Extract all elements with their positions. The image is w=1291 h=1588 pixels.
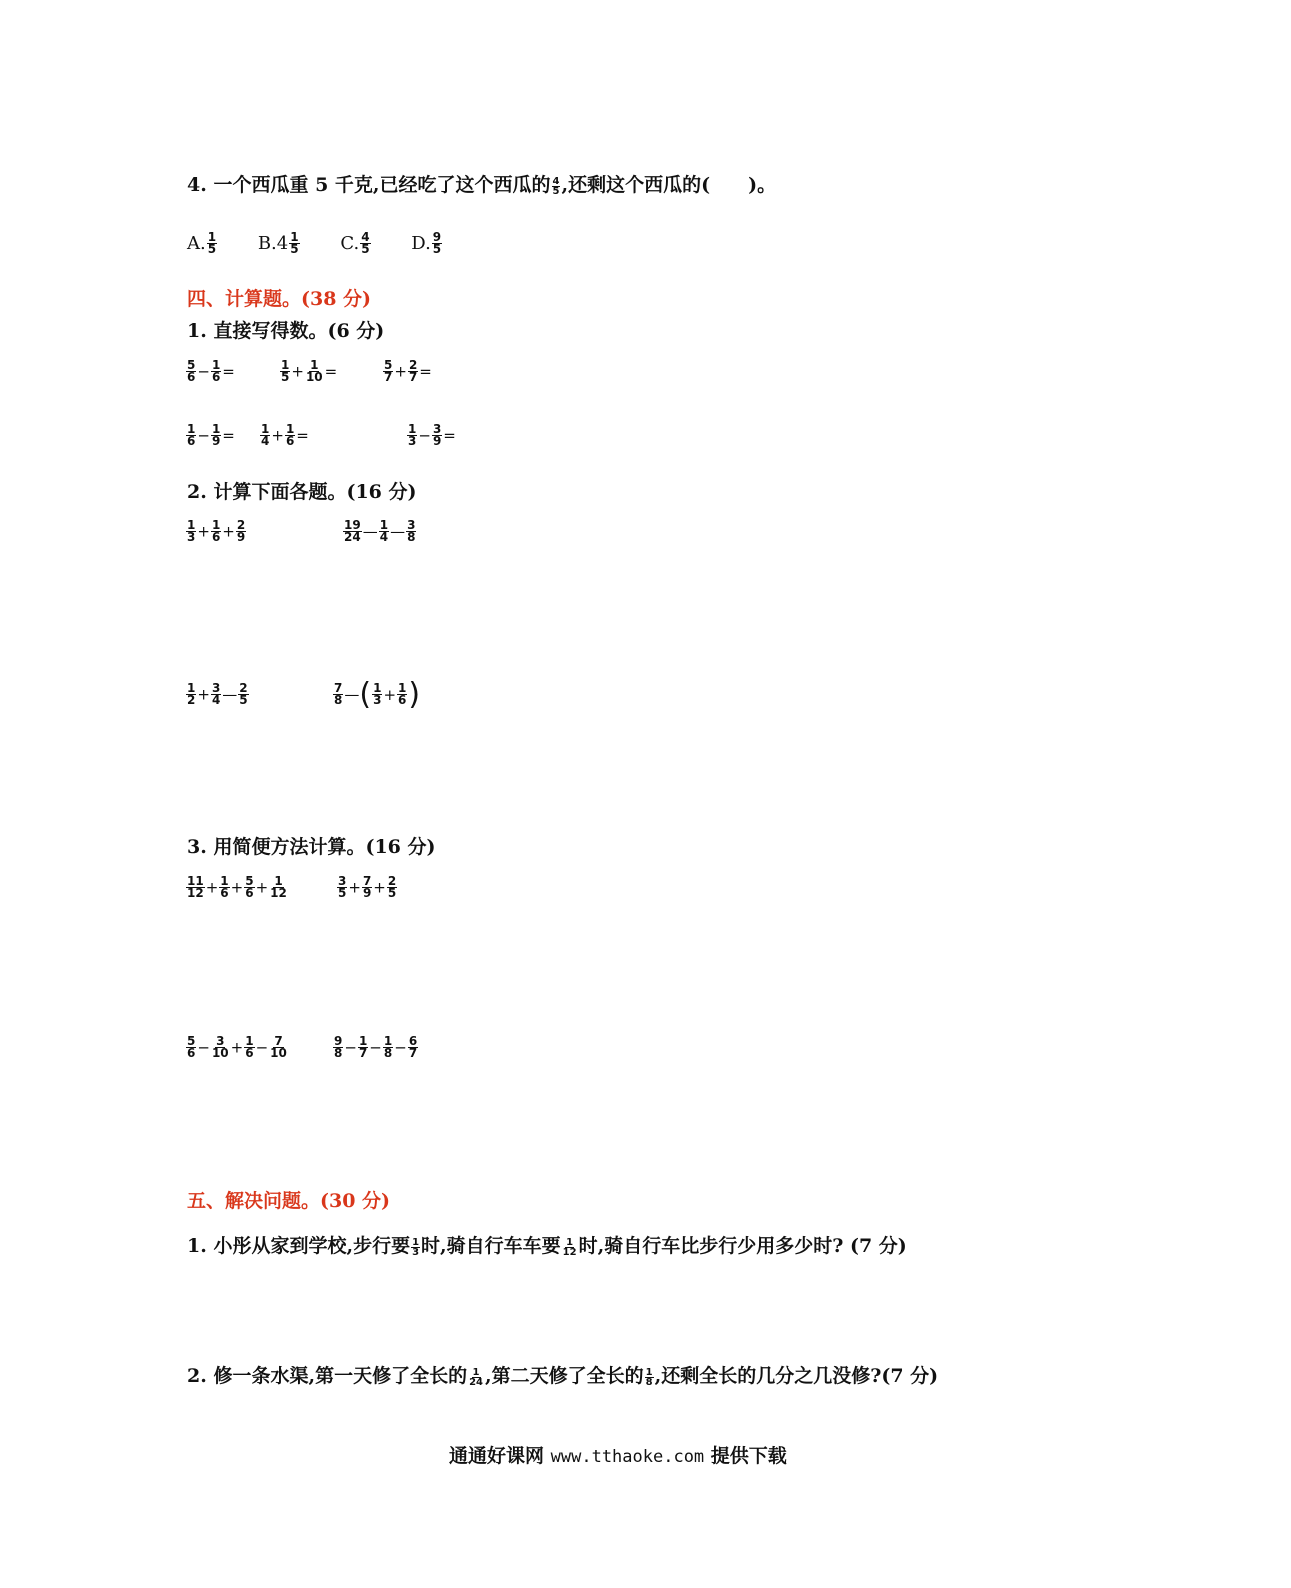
operator: + — [222, 522, 235, 541]
footer-url[interactable]: www.tthaoke.com — [550, 1447, 705, 1467]
fraction: $\frac{5}{6}$ — [187, 1034, 196, 1060]
option-c[interactable]: C. $\frac{4}{5}$ — [340, 230, 370, 256]
problem-2: 2. 修一条水渠,第一天修了全长的 $\frac{1}{24}$ ,第二天修了全长的 $\frac{1}{8}$ ,还剩全长的几分之几没修?(7 分) — [187, 1365, 939, 1388]
p2-e1 — [185, 520, 247, 543]
option-d[interactable]: D. $\frac{9}{5}$ — [411, 230, 442, 256]
operator: — — [222, 685, 238, 704]
fraction: $\frac{5}{6}$ — [245, 874, 254, 900]
p3-e4 — [332, 1036, 419, 1059]
fraction: $\frac{11}{12}$ — [187, 874, 204, 900]
operator: + — [197, 522, 210, 541]
operator: + — [383, 685, 397, 704]
operator: − — [197, 426, 210, 445]
p2-e3 — [185, 683, 250, 706]
fraction: $\frac{2}{5}$ — [387, 874, 397, 900]
section4-title: 四、计算题。(38 分) — [187, 288, 372, 310]
p1-r1-e3: $\frac{5}{7}$ + $\frac{2}{7}$ = — [384, 358, 432, 384]
fraction: $\frac{3}{9}$ — [432, 422, 442, 448]
operator: + — [348, 878, 361, 897]
p1-r1-e1: $\frac{5}{6}$ − $\frac{1}{6}$ = — [187, 358, 235, 384]
operator: − — [197, 1038, 210, 1057]
operator: − — [369, 1038, 382, 1057]
operator: − — [344, 1038, 357, 1057]
fraction: $\frac{1}{4}$ — [379, 518, 389, 544]
fraction: $\frac{1}{3}$ — [408, 422, 417, 448]
fraction: $\frac{2}{5}$ — [239, 681, 248, 707]
part2-title: 2. 计算下面各题。(16 分) — [187, 481, 417, 503]
fraction: $\frac{9}{8}$ — [334, 1034, 343, 1060]
fraction: $\frac{1}{6}$ — [245, 1034, 254, 1060]
fraction: $\frac{1}{6}$ — [398, 681, 407, 707]
fraction: $\frac{1}{3}$ — [373, 681, 382, 707]
operator: + — [255, 878, 269, 897]
fraction: $\frac{1}{3}$ — [187, 518, 196, 544]
fraction: $\frac{1}{9}$ — [211, 422, 221, 448]
operator: — — [390, 522, 406, 541]
p3-e2 — [336, 876, 398, 899]
q4-prefix: 4. 一个西瓜重 5 千克,已经吃了这个西瓜的 — [187, 174, 551, 196]
p3-e1 — [185, 876, 289, 899]
operator: — — [362, 522, 378, 541]
fraction: $\frac{1}{8}$ — [383, 1034, 393, 1060]
section5-title: 五、解决问题。(30 分) — [187, 1190, 391, 1212]
footer-download: 提供下载 — [710, 1445, 787, 1467]
part1-title: 1. 直接写得数。(6 分) — [187, 320, 385, 342]
operator: − — [418, 426, 431, 445]
operator: + — [230, 1038, 244, 1057]
fraction: $\frac{5}{7}$ — [384, 358, 393, 384]
operator: + — [291, 362, 304, 381]
p1-r2-e1: $\frac{1}{6}$ − $\frac{1}{9}$ = — [187, 422, 235, 448]
p2-e2 — [342, 520, 417, 543]
option-b[interactable]: B.4 $\frac{1}{5}$ — [257, 230, 299, 256]
fraction: $\frac{1}{10}$ — [305, 358, 323, 384]
fraction: $\frac{7}{10}$ — [270, 1034, 287, 1060]
fraction: $\frac{7}{9}$ — [362, 874, 372, 900]
p1-r2-e2: $\frac{1}{4}$ + $\frac{1}{6}$ = — [261, 422, 309, 448]
p2-e4-inner — [371, 681, 408, 707]
fraction: $\frac{1}{7}$ — [358, 1034, 368, 1060]
fraction: $\frac{1}{6}$ — [220, 874, 229, 900]
operator: − — [394, 1038, 407, 1057]
operator: + — [394, 362, 407, 381]
p2-e4-first: $\frac{7}{8}$ — [334, 681, 343, 707]
fraction: $\frac{3}{8}$ — [407, 518, 416, 544]
fraction: $\frac{2}{9}$ — [236, 518, 246, 544]
fraction: $\frac{3}{4}$ — [211, 681, 221, 707]
p1-r1-e2: $\frac{1}{5}$ + $\frac{1}{10}$ = — [281, 358, 338, 384]
q4-line — [187, 170, 776, 197]
operator: + — [373, 878, 386, 897]
problem-1: 1. 小彤从家到学校,步行要 $\frac{1}{3}$ 时,骑自行车车要 $\frac{1}{12}$ 时,骑自行车比步行少用多少时? (7 分) — [187, 1235, 907, 1258]
fraction: $\frac{1}{6}$ — [285, 422, 295, 448]
operator: + — [205, 878, 219, 897]
fraction: $\frac{5}{6}$ — [187, 358, 196, 384]
operator: − — [197, 362, 210, 381]
part3-title: 3. 用简便方法计算。(16 分) — [187, 836, 436, 858]
fraction: $\frac{3}{5}$ — [338, 874, 347, 900]
fraction: $\frac{1}{6}$ — [187, 422, 196, 448]
fraction: $\frac{1}{12}$ — [270, 874, 287, 900]
p1-r2-e3: $\frac{1}{3}$ − $\frac{3}{9}$ = — [408, 422, 456, 448]
fraction: $\frac{1}{2}$ — [187, 681, 196, 707]
fraction: $\frac{6}{7}$ — [408, 1034, 418, 1060]
p3-e3 — [185, 1036, 289, 1059]
operator: + — [230, 878, 244, 897]
p2-e4: $\frac{7}{8}$ —( $\frac{1}{3}$ + $\frac{1}{6}$ ) — [334, 677, 421, 712]
operator: + — [197, 685, 210, 704]
fraction: $\frac{2}{7}$ — [408, 358, 418, 384]
operator: + — [271, 426, 284, 445]
fraction: $\frac{3}{10}$ — [211, 1034, 229, 1060]
option-a[interactable]: A. $\frac{1}{5}$ — [187, 230, 217, 256]
fraction: $\frac{1}{6}$ — [211, 518, 221, 544]
fraction: $\frac{1}{4}$ — [261, 422, 270, 448]
q4-options — [187, 232, 443, 255]
q4-fraction: $\frac{4}{5}$ — [552, 175, 560, 197]
footer — [449, 1441, 787, 1468]
fraction: $\frac{1}{6}$ — [211, 358, 221, 384]
operator: − — [255, 1038, 269, 1057]
q4-suffix: ,还剩这个西瓜的( )。 — [561, 174, 777, 196]
fraction: $\frac{1}{5}$ — [281, 358, 290, 384]
footer-site-name: 通通好课网 — [449, 1445, 545, 1467]
fraction: $\frac{19}{24}$ — [344, 518, 361, 544]
